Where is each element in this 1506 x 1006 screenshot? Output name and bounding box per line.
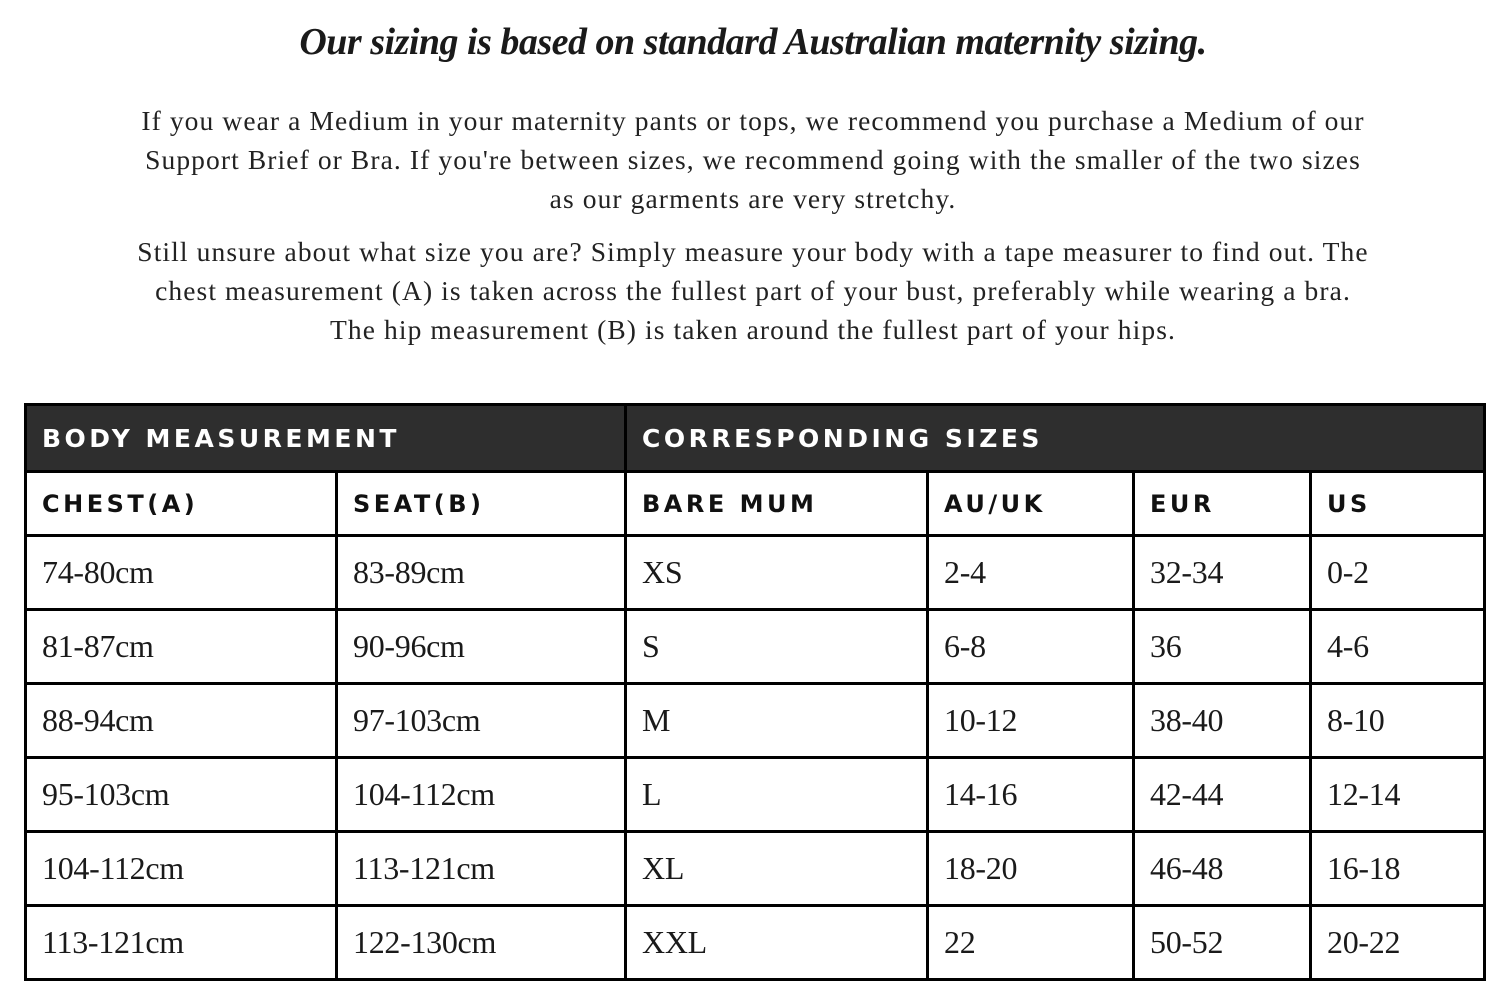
table-cell: 104-112cm [26, 832, 337, 906]
table-row [26, 610, 1485, 684]
table-cell: 36 [1134, 610, 1311, 684]
column-header-row [26, 472, 1485, 536]
group-header-row [26, 405, 1485, 472]
column-header-seat: SEAT(B) [337, 472, 626, 536]
table-cell: 42-44 [1134, 758, 1311, 832]
table-cell: 32-34 [1134, 536, 1311, 610]
group-header-body-measurement: BODY MEASUREMENT [26, 405, 626, 472]
table-cell: 46-48 [1134, 832, 1311, 906]
table-cell: 88-94cm [26, 684, 337, 758]
column-header-chest: CHEST(A) [26, 472, 337, 536]
table-cell: L [626, 758, 928, 832]
table-cell: 6-8 [928, 610, 1134, 684]
table-cell: 90-96cm [337, 610, 626, 684]
table-cell: 83-89cm [337, 536, 626, 610]
measurement-line: chest measurement (A) is taken across the fullest part of your bust, preferably while wearing a bra. [155, 275, 1351, 306]
table-cell: 74-80cm [26, 536, 337, 610]
group-header-corresponding-sizes: CORRESPONDING SIZES [626, 405, 1485, 472]
table-cell: 95-103cm [26, 758, 337, 832]
table-cell: XL [626, 832, 928, 906]
table-row [26, 684, 1485, 758]
table-cell: 10-12 [928, 684, 1134, 758]
table-cell: 14-16 [928, 758, 1134, 832]
table-cell: 2-4 [928, 536, 1134, 610]
table-cell: 16-18 [1311, 832, 1485, 906]
recommendation-paragraph [20, 101, 1486, 218]
measurement-line: The hip measurement (B) is taken around the fullest part of your hips. [329, 314, 1177, 345]
table-cell: 8-10 [1311, 684, 1485, 758]
table-cell: XXL [626, 906, 928, 980]
column-header-us: US [1311, 472, 1485, 536]
recommendation-line: If you wear a Medium in your maternity pants or tops, we recommend you purchase a Medium of our [141, 105, 1365, 136]
table-row [26, 832, 1485, 906]
table-cell: 97-103cm [337, 684, 626, 758]
table-cell: 113-121cm [26, 906, 337, 980]
column-header-au-uk: AU/UK [928, 472, 1134, 536]
table-cell: 113-121cm [337, 832, 626, 906]
table-cell: S [626, 610, 928, 684]
size-chart-table [24, 403, 1486, 981]
table-cell: 122-130cm [337, 906, 626, 980]
sizing-heading: Our sizing is based on standard Australian maternity sizing. [299, 21, 1207, 63]
column-header-bare-mum: BARE MUM [626, 472, 928, 536]
table-row [26, 758, 1485, 832]
table-cell: 12-14 [1311, 758, 1485, 832]
table-cell: 0-2 [1311, 536, 1485, 610]
table-cell: 81-87cm [26, 610, 337, 684]
table-cell: 50-52 [1134, 906, 1311, 980]
table-cell: 4-6 [1311, 610, 1485, 684]
column-header-eur: EUR [1134, 472, 1311, 536]
table-cell: 104-112cm [337, 758, 626, 832]
table-row [26, 536, 1485, 610]
table-row [26, 906, 1485, 980]
table-cell: 18-20 [928, 832, 1134, 906]
table-cell: 38-40 [1134, 684, 1311, 758]
table-cell: M [626, 684, 928, 758]
table-cell: XS [626, 536, 928, 610]
table-cell: 22 [928, 906, 1134, 980]
recommendation-line: as our garments are very stretchy. [549, 183, 957, 214]
recommendation-line: Support Brief or Bra. If you're between sizes, we recommend going with the smaller of the two sizes [145, 144, 1361, 175]
measurement-paragraph [20, 232, 1486, 349]
table-cell: 20-22 [1311, 906, 1485, 980]
measurement-line: Still unsure about what size you are? Simply measure your body with a tape measurer to find out. The [137, 236, 1369, 267]
